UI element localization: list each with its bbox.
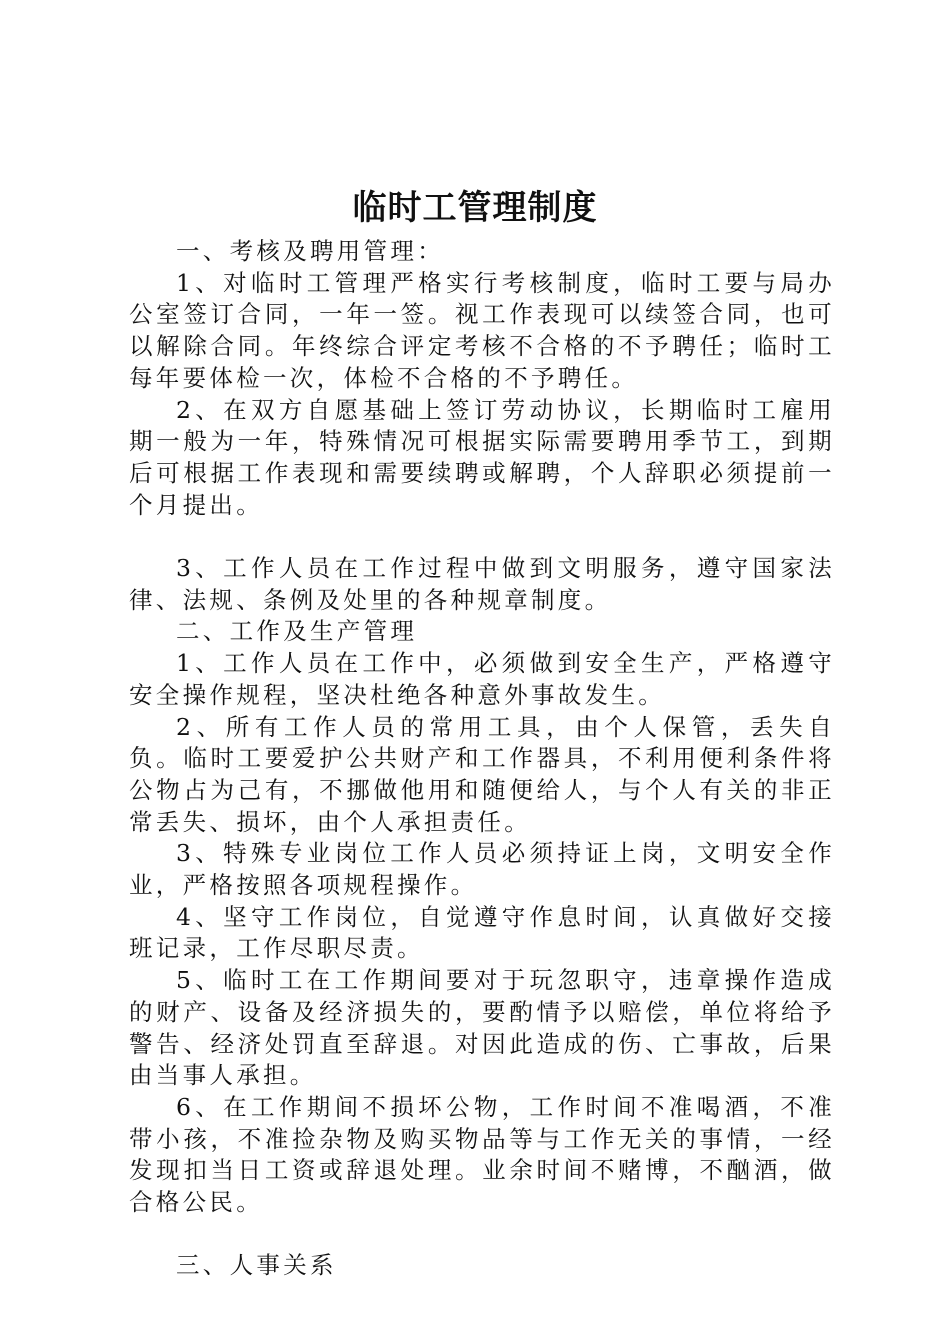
document-body [129, 236, 835, 1282]
paragraph: 4、坚守工作岗位，自觉遵守作息时间，认真做好交接班记录，工作尽职尽责。 [129, 902, 835, 963]
document-title: 临时工管理制度 [352, 188, 598, 228]
section-heading-3: 三、人事关系 [176, 1251, 337, 1280]
paragraph: 3、工作人员在工作过程中做到文明服务，遵守国家法律、法规、条例及处里的各种规章制度。 [129, 554, 835, 614]
paragraph: 2、所有工作人员的常用工具，由个人保管，丢失自负。临时工要爱护公共财产和工作器具，不利用便利条件将公物占为己有，不挪做他用和随便给人，与个人有关的非正常丢失、损坏，由个人承担责任。 [129, 712, 835, 836]
section-heading-2: 二、工作及生产管理 [176, 617, 418, 646]
paragraph: 6、在工作期间不损坏公物，工作时间不准喝酒，不准带小孩，不准捡杂物及购买物品等与工作无关的事情，一经发现扣当日工资或辞退处理。业余时间不赌博，不酗酒，做合格公民。 [129, 1092, 835, 1217]
paragraph: 3、特殊专业岗位工作人员必须持证上岗，文明安全作业，严格按照各项规程操作。 [129, 839, 835, 900]
paragraph: 1、对临时工管理严格实行考核制度，临时工要与局办公室签订合同，一年一签。视工作表现可以续签合同，也可以解除合同。年终综合评定考核不合格的不予聘任；临时工每年要体检一次，体检不合格的不予聘任。 [129, 268, 835, 392]
paragraph: 5、临时工在工作期间要对于玩忽职守，违章操作造成的财产、设备及经济损失的，要酌情予以赔偿，单位将给予警告、经济处罚直至辞退。对因此造成的伤、亡事故，后果由当事人承担。 [129, 966, 835, 1090]
paragraph: 2、在双方自愿基础上签订劳动协议，长期临时工雇用期一般为一年，特殊情况可根据实际需要聘用季节工，到期后可根据工作表现和需要续聘或解聘，个人辞职必须提前一个月提出。 [129, 395, 835, 519]
paragraph: 1、工作人员在工作中，必须做到安全生产，严格遵守安全操作规程，坚决杜绝各种意外事故发生。 [129, 649, 835, 709]
section-heading-1: 一、考核及聘用管理： [176, 237, 444, 265]
